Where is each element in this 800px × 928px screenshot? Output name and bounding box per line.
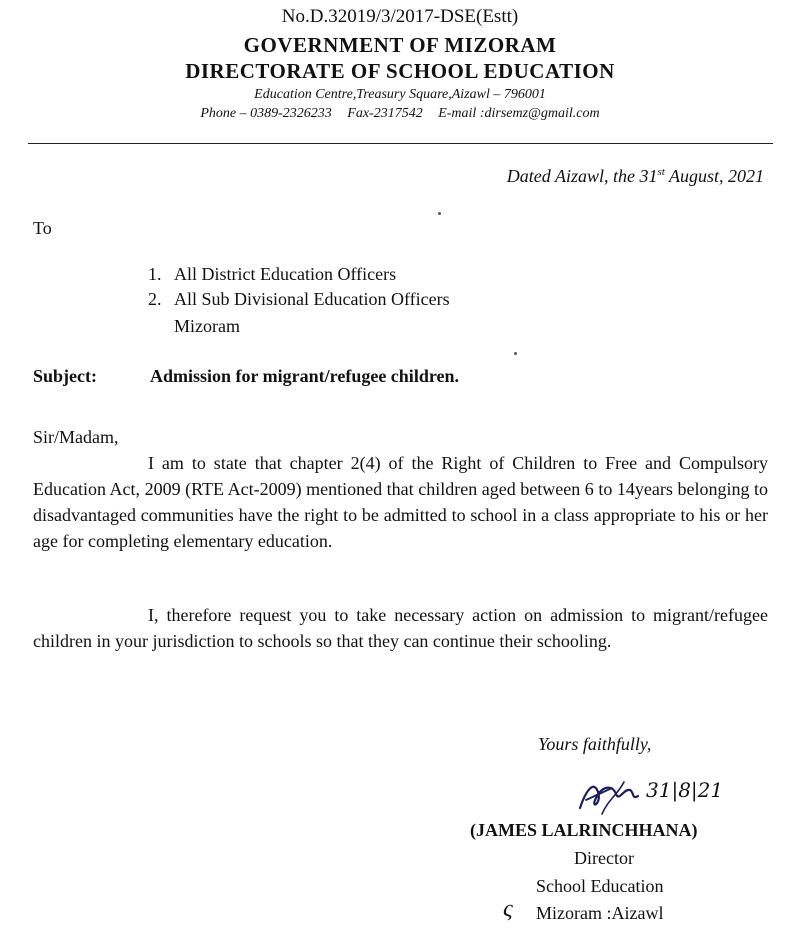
phone-number: Phone – 0389-2326233: [200, 106, 332, 121]
email-address: E-mail :dirsemz@gmail.com: [438, 106, 600, 121]
body-paragraph-2: I, therefore request you to take necessary action on admission to migrant/refugee children in your jurisdiction to schools so that they can continue their schooling.: [33, 605, 768, 651]
fax-number: Fax-2317542: [347, 106, 423, 121]
subject-label: Subject:: [33, 366, 97, 386]
date-ordinal: st: [657, 166, 665, 178]
signatory-name: (JAMES LALRINCHHANA): [470, 820, 698, 840]
salutation: Sir/Madam,: [33, 427, 119, 447]
office-address: Education Centre,Treasury Square,Aizawl – 796001: [254, 87, 546, 102]
government-heading: GOVERNMENT OF MIZORAM: [243, 33, 557, 57]
subject-text: Admission for migrant/refugee children.: [150, 366, 459, 386]
recipient-item: 1. All District Education Officers: [148, 264, 397, 284]
recipient-location: Mizoram: [174, 316, 240, 336]
closing-phrase: Yours faithfully,: [538, 734, 652, 754]
scan-speck: [514, 352, 517, 355]
directorate-heading: DIRECTORATE OF SCHOOL EDUCATION: [185, 59, 615, 83]
recipient-item: 2. All Sub Divisional Education Officers: [148, 289, 450, 309]
initial-mark: ς: [503, 896, 513, 922]
signatory-designation: Director: [574, 848, 634, 868]
letterhead-divider: [28, 143, 773, 144]
contact-line: [0, 106, 800, 122]
letter-date: [507, 166, 764, 187]
signatory-office: School Education: [536, 876, 664, 896]
to-label: To: [33, 218, 52, 238]
signatory-place: Mizoram :Aizawl: [536, 903, 664, 923]
body-paragraph-1: I am to state that chapter 2(4) of the Right of Children to Free and Compulsory Education Act, 2009 (RTE Act-2009) mentioned that children aged between 6 to 14years belonging to disadvantaged communities have the right to be admitted to school in a class appropriate to his or her age for completing elementary education.: [33, 453, 768, 551]
date-suffix: August, 2021: [664, 166, 764, 186]
scan-speck: [438, 212, 441, 215]
signature-date: 31|8|21: [646, 778, 724, 802]
date-prefix: Dated Aizawl, the 31: [506, 166, 658, 186]
reference-number: No.D.32019/3/2017-DSE(Estt): [281, 6, 519, 27]
